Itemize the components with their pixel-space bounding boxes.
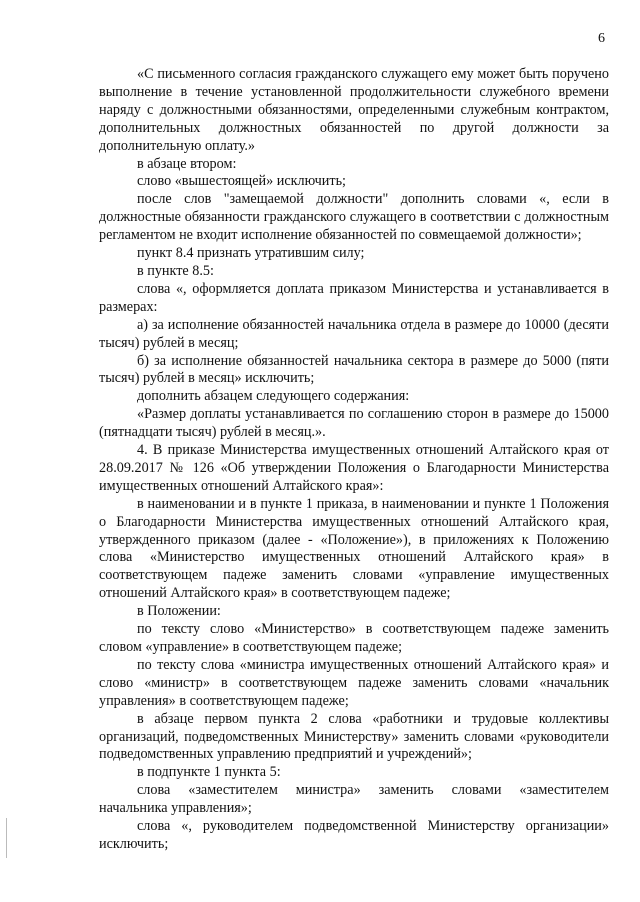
paragraph: в абзаце втором: bbox=[137, 155, 237, 172]
paragraph: слова «, оформляется доплата приказом Министерства и устанавливается в размерах: bbox=[99, 280, 609, 315]
paragraph: слова «, руководителем подведомственной Министерству организации» исключить; bbox=[99, 818, 609, 852]
paragraph: в наименовании и в пункте 1 приказа, в наименовании и пункте 1 Положения о Благодарности Министерства имущественных отношений Алтайского края, утвержденного приказом (далее - «Положение»), в приложениях к Положению слова «Министерство имущественных отношений Алтайского края» в соответствующем падеже заменить словами «управление имущественных отношений Алтайского края» в соответствующем падеже; bbox=[99, 495, 609, 602]
paragraph: дополнить абзацем следующего содержания: bbox=[137, 388, 410, 405]
paragraph: «С письменного согласия гражданского служащего ему может быть поручено выполнение в течение установленной продолжительности служебного времени наряду с должностными обязанностями, определенными служебным контрактом, дополнительных должностных обязанностей по другой должности за дополнительную оплату.» bbox=[99, 66, 609, 154]
paragraph: в подпункте 1 пункта 5: bbox=[137, 764, 281, 781]
paragraph: в Положении: bbox=[137, 603, 221, 620]
paragraph: а) за исполнение обязанностей начальника отдела в размере до 10000 (десяти тысяч) рублей в месяц; bbox=[99, 316, 609, 351]
paragraph: в пункте 8.5: bbox=[137, 262, 214, 279]
paragraph: слово «вышестоящей» исключить; bbox=[137, 173, 346, 190]
margin-mark bbox=[6, 818, 7, 858]
page-number: 6 bbox=[598, 31, 605, 46]
paragraph: слова «заместителем министра» заменить словами «заместителем начальника управления»; bbox=[99, 782, 609, 817]
paragraph: «Размер доплаты устанавливается по соглашению сторон в размере до 15000 (пятнадцати тысяч) рублей в месяц.». bbox=[99, 406, 609, 441]
document-body bbox=[99, 66, 609, 854]
paragraph: пункт 8.4 признать утратившим силу; bbox=[137, 245, 365, 262]
paragraph: по тексту слово «Министерство» в соответствующем падеже заменить словом «управление» в соответствующем падеже; bbox=[99, 621, 609, 655]
paragraph: б) за исполнение обязанностей начальника сектора в размере до 5000 (пяти тысяч) рублей в месяц» исключить; bbox=[99, 352, 609, 387]
paragraph: 4. В приказе Министерства имущественных отношений Алтайского края от 28.09.2017 № 126 «Об утверждении Положения о Благодарности Министерства имущественных отношений Алтайского края»: bbox=[99, 442, 609, 494]
paragraph: по тексту слова «министра имущественных отношений Алтайского края» и слово «министр» в соответствующем падеже заменить словами «начальник управления» в соответствующем падеже; bbox=[99, 656, 609, 709]
paragraph: в абзаце первом пункта 2 слова «работники и трудовые коллективы организаций, подведомственных Министерству» заменить словами «руководители подведомственных управлению предприятий и учреждений»; bbox=[99, 710, 609, 763]
paragraph: после слов "замещаемой должности" дополнить словами «, если в должностные обязанности гражданского служащего в соответствии с должностным регламентом не входит исполнение обязанностей по совмещаемой должности»; bbox=[99, 191, 609, 244]
